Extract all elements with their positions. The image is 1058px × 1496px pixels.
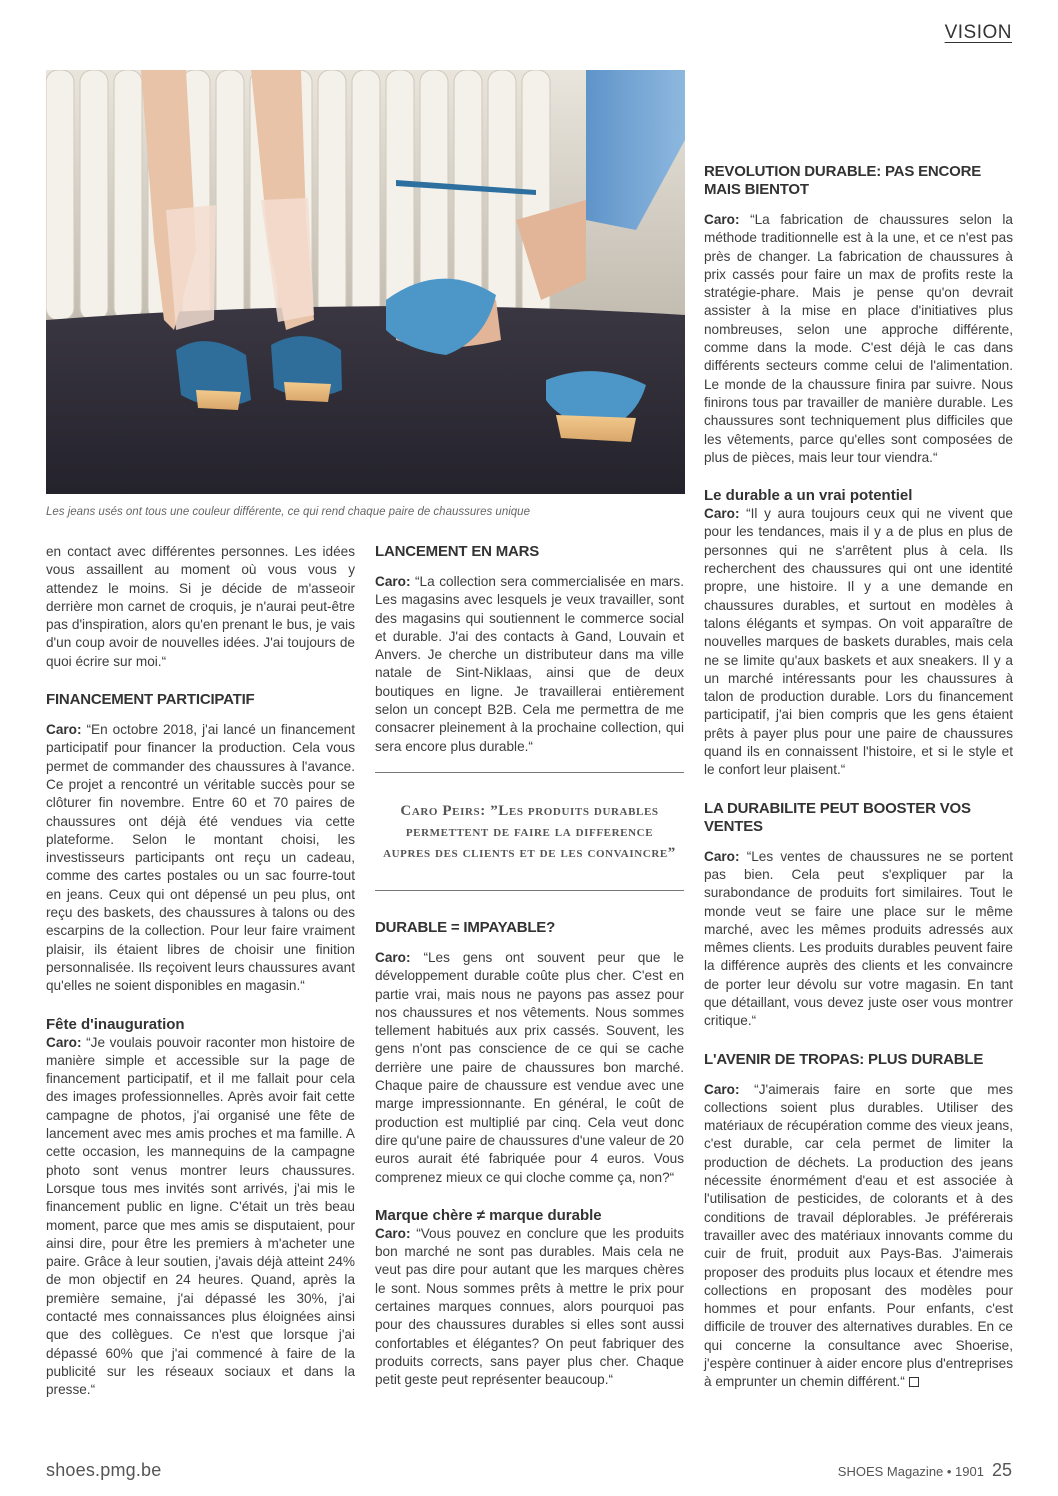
fete-text: “Je voulais pouvoir raconter mon histoire de manière simple et accessible sur la page de financement participatif, et il me fallait pour cela des images professionnelles. Après avoir fait cette campagne de photos, j'ai organisé une fête de lancement avec mes amis proches et ma famille. A cette occasion, les mannequins de la campagne photo sont venus montrer leurs chaussures. Lorsque tous mes invités sont arrivés, j'ai mis le financement public en ligne. C'était un très beau moment, parce que mes amis se disputaient, pour ainsi dire, pour être les premiers à m'acheter une paire. Grâce à leur soutien, j'avais déjà atteint 24% de mon objectif en 24 heures. Quand, après la première semaine, j'ai dépassé les 30%, j'ai contacté mes connaissances plus éloignées ainsi que des collègues. Ce n'est que lorsque j'ai dépassé 60% que j'ai commencé à faire de la publicité sur les réseaux sociaux et dans la presse.“ bbox=[46, 1034, 355, 1398]
financement-text: “En octobre 2018, j'ai lancé un financement participatif pour financer la production. Cela vous permet de commander des chaussures à l'avance. Ce projet a rencontré un véritable succès pour se clôturer fin novembre. Entre 60 et 70 paires de chaussures ont déjà été vendues via cette plateforme. Selon le montant choisi, les investisseurs participants ont reçu un cadeau, comme des cartes postales ou un sac fourre-tout en jeans. Ceux qui ont dépensé un peu plus, ont reçu des baskets, des chaussures à talons ou des escarpins de la collection. Pour leur faire vraiment plaisir, ils étaient libres de choisir une finition personnalisée. Ils reçoivent leurs chaussures avant qu'elles ne soient disponibles en magasin.“ bbox=[46, 722, 355, 994]
right-column bbox=[704, 163, 1013, 1392]
speaker-label: Caro: bbox=[704, 848, 740, 864]
speaker-label: Caro: bbox=[375, 1225, 411, 1241]
photo-shoes-image bbox=[46, 70, 685, 494]
speaker-label: Caro: bbox=[375, 949, 411, 965]
heading-revolution: REVOLUTION DURABLE: PAS ENCORE MAIS BIENTOT bbox=[704, 163, 982, 198]
heading-durable: DURABLE = IMPAYABLE? bbox=[375, 918, 556, 936]
middle-column bbox=[375, 543, 684, 1390]
revolution-paragraph bbox=[704, 211, 1013, 467]
speaker-label: Caro: bbox=[46, 1034, 82, 1050]
durable-text: “Les gens ont souvent peur que le développement durable coûte plus cher. C'est en partie vrai, mais nous ne payons pas assez pour nos chaussures et nos vêtements. Nous sommes tellement habitués aux prix cassés. Souvent, les gens n'ont pas conscience de ce qui se cache derrière une paire de chaussures bon marché. Chaque paire de chaussure est vendue avec une marge impressionnante. En général, le coût de production est multiplié par cinq. Cela veut donc dire qu'une paire de chaussures d'une valeur de 20 euros aurait été fabriquée pour 4 euros. Vous comprenez mieux ce qui cloche comme ça, non?“ bbox=[375, 949, 684, 1185]
potentiel-text: “Il y aura toujours ceux qui ne vivent que pour les tendances, mais il y a de plus en plus de personnes qui ne s'arrêtent plus à cela. Ils recherchent des chaussures qui ont une identité propre, une histoire. Il y a une demande en chaussures durables, et surtout en modèles à talons élégants et sympas. On voit apparaître de nouvelles marques de baskets durables, mais cela ne se limite qu'aux baskets et aux sneakers. Il y a un marché intéressants pour les chaussures à talon de production durable. Lors du financement participatif, j'ai bien compris que les gens étaient prêts à payer plus pour une paire de chaussures quand ils en connaissent l'histoire, et si le style et le confort leur plaisent.“ bbox=[704, 506, 1013, 778]
footer-magazine bbox=[838, 1460, 1012, 1481]
heading-booster: LA DURABILITE PEUT BOOSTER VOS VENTES bbox=[704, 799, 971, 835]
marque-paragraph bbox=[375, 1225, 684, 1390]
speaker-label: Caro: bbox=[704, 212, 740, 227]
revolution-text: “La fabrication de chaussures selon la méthode traditionnelle est à la une, et ce n'est pas près de changer. La fabrication de chaussures à prix cassés pour faire un max de profits reste la stratégie-phare. Mais je pense qu'on devrait assister à la mise en place d'initiatives plus nombreuses, selon une approche différente, comme dans la mode. C'est déjà le cas dans différents secteurs comme celui de l'alimentation. Le monde de la chaussure finira par suivre. Nous finirons tous par travailler de manière durable. Les chaussures sont techniquement plus difficiles que les vêtements, parce qu'elles sont composées de plus de pièces, mais leur tour viendra.“ bbox=[704, 212, 1013, 465]
speaker-label: Caro: bbox=[46, 722, 82, 738]
article-photo bbox=[46, 70, 685, 494]
heading-lancement: LANCEMENT EN MARS bbox=[375, 543, 540, 560]
heading-marque: Marque chère ≠ marque durable bbox=[375, 1206, 602, 1224]
marque-text: “Vous pouvez en conclure que les produits bon marché ne sont pas durables. Mais cela ne veut pas dire pour autant que les marques chères le sont. Nous sommes prêts à mettre le prix pour certaines marques connues, alors pourquoi pas pour des chaussures durables si elles sont aussi confortables et élégantes? On peut fabriquer des produits corrects, sans payer plus cher. Chaque petit geste peut représenter beaucoup.“ bbox=[375, 1225, 684, 1388]
magazine-issue: SHOES Magazine • 1901 bbox=[837, 1464, 984, 1479]
potentiel-paragraph bbox=[704, 505, 1013, 779]
booster-paragraph bbox=[704, 848, 1013, 1031]
fete-paragraph bbox=[46, 1034, 355, 1400]
booster-text: “Les ventes de chaussures ne se portent pas bien. Cela peut s'expliquer par la surabondance de produits fort similaires. Tout le monde veut se faire une place sur le même marché, avec les mêmes produits adressés aux mêmes clients. Les produits durables peuvent faire la différence auprès des clients et les convaincre de porter leur dévolu sur votre magasin. En tant que détaillant, vous devez juste oser vous montrer critique.“ bbox=[704, 848, 1013, 1029]
heading-avenir: L'AVENIR DE TROPAS: PLUS DURABLE bbox=[704, 1050, 984, 1068]
heading-financement: FINANCEMENT PARTICIPATIF bbox=[46, 691, 255, 709]
financement-paragraph bbox=[46, 721, 355, 995]
avenir-text: “J'aimerais faire en sorte que mes collections soient plus durables. Utiliser des matériaux de récupération comme des vieux jeans, c'est durable, car cela permet de limiter la production de déchets. La production des jeans nécessite énormément d'eau et est associée à l'utilisation de pesticides, de colorants et à des conditions de travail déplorables. Je préférerais travailler avec des matériaux innovants comme du cuir de fruit, produit aux Pays-Bas. J'aimerais proposer des produits plus locaux et étendre mes collections en proposant des modèles pour hommes et pour enfants. Pour enfants, c'est difficile de trouver des alternatives durables. En ce qui concerne la consultance avec Shoerise, j'espère continuer à aider encore plus d'entreprises à emprunter un chemin différent.“ bbox=[704, 1081, 1013, 1390]
avenir-paragraph bbox=[704, 1081, 1013, 1392]
end-mark-icon bbox=[909, 1377, 919, 1387]
pull-quote: Caro Peirs: ”Les produits durables permettent de faire la difference aupres des clients et de les convaincre” bbox=[375, 772, 684, 891]
speaker-label: Caro: bbox=[704, 506, 740, 522]
lancement-text: “La collection sera commercialisée en mars. Les magasins avec lesquels je veux travailler, sont des magasins qui soutiennent le commerce social et durable. J'ai des contacts à Gand, Louvain et Anvers. Je cherche un distributeur dans ma ville natale de Sint-Niklaas, ainsi que de deux boutiques en ligne. Je travaillerai entièrement selon un concept B2B. Cela me permettra de me consacrer pleinement à la prochaine collection, qui sera encore plus durable.“ bbox=[375, 574, 684, 754]
left-column bbox=[46, 543, 355, 1399]
section-tag: VISION bbox=[944, 22, 1012, 43]
photo-caption: Les jeans usés ont tous une couleur différente, ce qui rend chaque paire de chaussures unique bbox=[46, 506, 530, 518]
heading-fete: Fête d'inauguration bbox=[46, 1015, 185, 1033]
heading-potentiel: Le durable a un vrai potentiel bbox=[704, 487, 913, 505]
speaker-label: Caro: bbox=[704, 1081, 740, 1097]
page-number: 25 bbox=[991, 1460, 1012, 1480]
speaker-label: Caro: bbox=[375, 574, 411, 589]
footer-website[interactable]: shoes.pmg.be bbox=[46, 1460, 162, 1480]
durable-paragraph bbox=[375, 949, 684, 1187]
lancement-paragraph bbox=[375, 573, 684, 756]
intro-paragraph: en contact avec différentes personnes. Les idées vous assaillent au moment où vous vous y attendez le moins. Si je décide de m'asseoir derrière mon carnet de croquis, je n'aurai peut-être pas d'inspiration, alors qu'en prenant le bus, je vais d'un coup avoir de nouvelles idées. J'ai toujours de quoi écrire sur moi.“ bbox=[46, 544, 355, 669]
